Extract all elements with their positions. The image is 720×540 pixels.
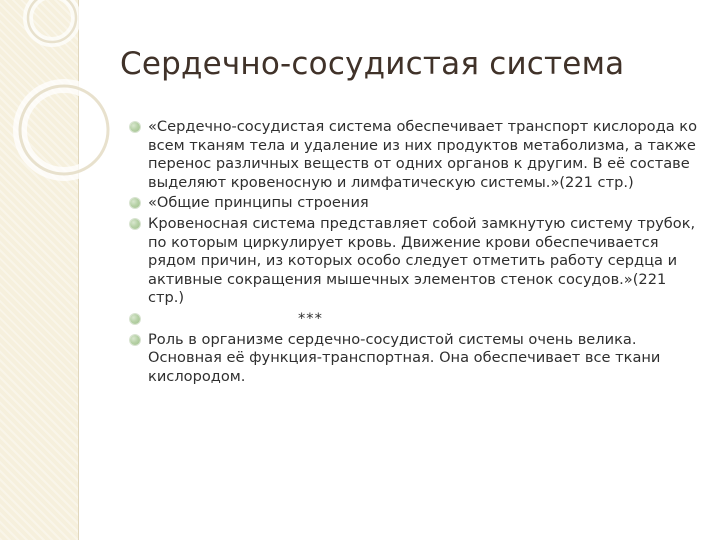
left-decorative-band xyxy=(0,0,79,540)
bullet-dot-icon xyxy=(130,335,140,345)
bullet-item xyxy=(126,331,700,387)
slide-title: Сердечно-сосудистая система xyxy=(120,46,625,82)
bullet-item xyxy=(126,118,700,192)
bullet-item xyxy=(126,310,700,329)
bullet-item xyxy=(126,215,700,308)
bullet-dot-icon xyxy=(130,219,140,229)
bullet-dot-icon xyxy=(130,198,140,208)
bullet-text: Кровеносная система представляет собой замкнутую систему трубок, по которым циркулирует кровь. Движение крови обеспечивается рядом причин, из которых особо следует отметить работу сердца и активные сокращения мышечных элементов стенок сосудов.»(221 стр.) xyxy=(148,214,696,307)
bullet-text: *** xyxy=(298,309,323,327)
bullet-dot-icon xyxy=(130,122,140,132)
bullet-text: «Общие принципы строения xyxy=(148,194,369,212)
bullet-text: «Сердечно-сосудистая система обеспечивает транспорт кислорода ко всем тканям тела и удаление из них продуктов метаболизма, а также перенос различных веществ от одних органов к другим. В её составе выделяют кровеносную и лимфатическую системы.»(221 стр.) xyxy=(148,118,698,191)
bullet-dot-icon xyxy=(130,314,140,324)
bullet-text: Роль в организме сердечно-сосудистой системы очень велика. Основная её функция-транспортная. Она обеспечивает все ткани кислородом. xyxy=(148,330,661,385)
bullet-item xyxy=(126,194,700,213)
bullet-list xyxy=(126,118,700,388)
